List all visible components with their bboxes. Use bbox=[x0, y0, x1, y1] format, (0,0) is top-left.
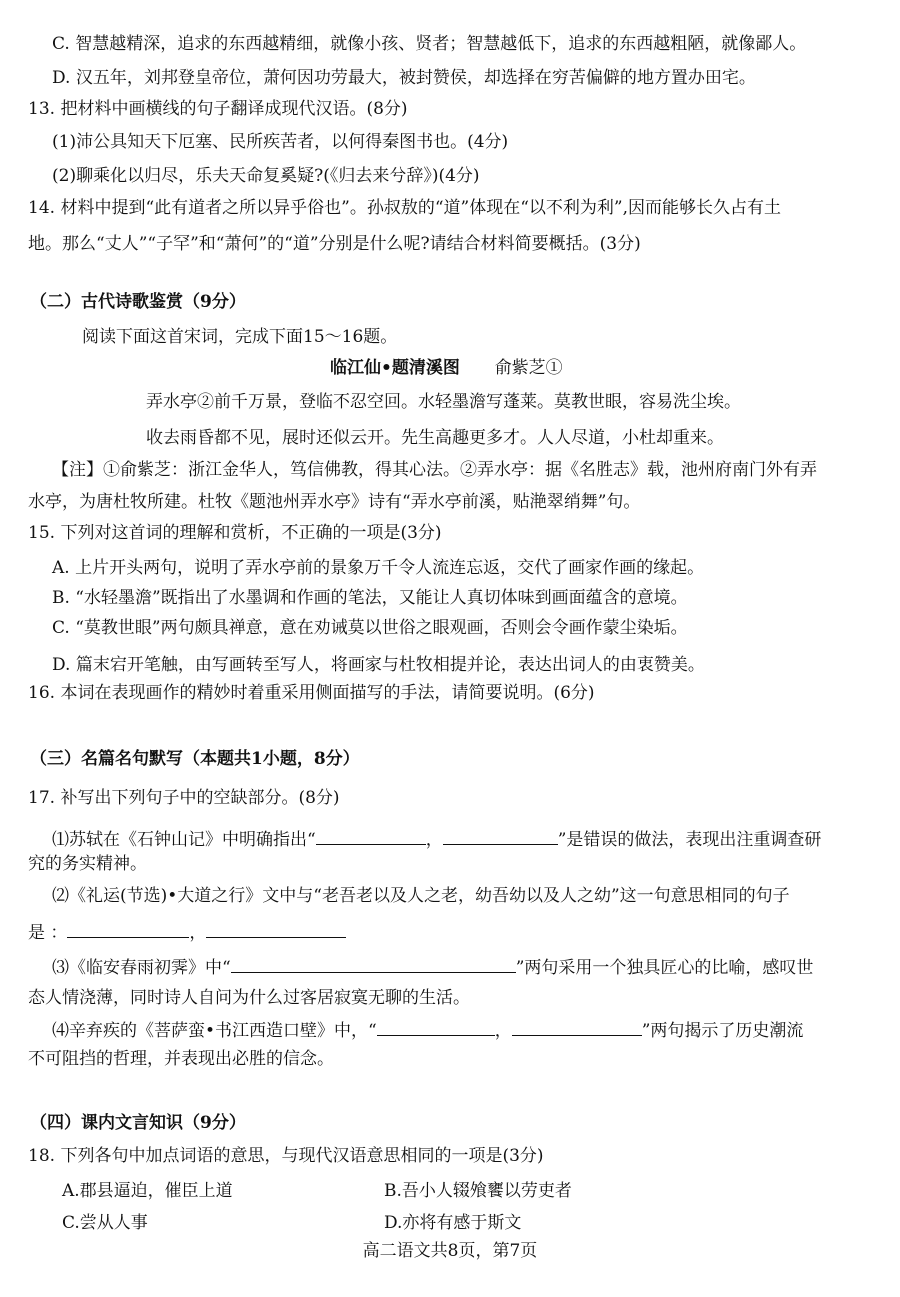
q13-sentence-1: (1)沛公具知天下厄塞、民所疾苦者，以何得秦图书也。(4分) bbox=[52, 132, 509, 152]
poem-title-line bbox=[330, 357, 563, 379]
fill-blank[interactable] bbox=[231, 956, 516, 973]
page-footer: 高二语文共8页，第7页 bbox=[362, 1241, 538, 1261]
q17-item-3-text-a: ⑶《临安春雨初霁》中“ bbox=[52, 958, 231, 978]
fill-blank[interactable] bbox=[443, 828, 558, 845]
q15-option-d: D. 篇末宕开笔触，由写画转至写人，将画家与杜牧相提并论，表达出词人的由衷赞美。 bbox=[52, 655, 705, 675]
poem-author: 俞紫芝① bbox=[494, 358, 563, 378]
q18-option-b: B.吾小人辍飧饔以劳吏者 bbox=[384, 1181, 572, 1201]
q17-stem: 17. 补写出下列句子中的空缺部分。(8分) bbox=[28, 788, 340, 808]
q17-item-3-line-1 bbox=[52, 956, 813, 979]
q17-item-1-text-a: ⑴苏轼在《石钟山记》中明确指出“ bbox=[52, 830, 316, 850]
q15-option-c: C. “莫教世眼”两句颇具禅意，意在劝诫莫以世俗之眼观画，否则会令画作蒙尘染垢。 bbox=[52, 618, 688, 638]
q18-option-a: A.郡县逼迫，催臣上道 bbox=[62, 1181, 233, 1201]
fill-blank[interactable] bbox=[377, 1019, 495, 1036]
fill-blank[interactable] bbox=[67, 921, 189, 938]
q15-option-b: B. “水轻墨澹”既指出了水墨调和作画的笔法，又能让人真切体味到画面蕴含的意境。 bbox=[52, 588, 688, 608]
q17-item-4-line-1 bbox=[52, 1019, 803, 1042]
q13-stem: 13. 把材料中画横线的句子翻译成现代汉语。(8分) bbox=[28, 99, 408, 119]
q17-item-1-line-2: 究的务实精神。 bbox=[28, 854, 147, 874]
q15-stem: 15. 下列对这首词的理解和赏析，不正确的一项是(3分) bbox=[28, 523, 442, 543]
q18-option-c: C.尝从人事 bbox=[62, 1213, 148, 1233]
q16-stem: 16. 本词在表现画作的精妙时着重采用侧面描写的手法，请简要说明。(6分) bbox=[28, 683, 595, 703]
q12-option-c: C. 智慧越精深，追求的东西越精细，就像小孩、贤者；智慧越低下，追求的东西越粗陋，就像鄙人。 bbox=[52, 34, 807, 54]
q17-item-4-text-b: ”两句揭示了历史潮流 bbox=[641, 1021, 804, 1041]
section-2-heading: （二）古代诗歌鉴赏（9分） bbox=[30, 292, 246, 312]
fill-blank[interactable] bbox=[206, 921, 346, 938]
q17-item-4-comma: ， bbox=[494, 1021, 512, 1041]
q17-item-3-line-2: 态人情浇薄，同时诗人自问为什么过客居寂寞无聊的生活。 bbox=[28, 988, 470, 1008]
q18-option-d: D.亦将有感于斯文 bbox=[384, 1213, 522, 1233]
q17-item-4-line-2: 不可阻挡的哲理，并表现出必胜的信念。 bbox=[28, 1049, 334, 1069]
q14-line-2: 地。那么“丈人”“子罕”和“萧何”的“道”分别是什么呢?请结合材料简要概括。(3分) bbox=[28, 234, 641, 254]
q17-item-3-text-b: ”两句采用一个独具匠心的比喻，感叹世 bbox=[515, 958, 814, 978]
poem-note-line-2: 水亭，为唐杜牧所建。杜牧《题池州弄水亭》诗有“弄水亭前溪，贴滟翠绡舞”句。 bbox=[28, 492, 641, 512]
fill-blank[interactable] bbox=[512, 1019, 642, 1036]
section-2-intro: 阅读下面这首宋词，完成下面15～16题。 bbox=[82, 327, 398, 347]
fill-blank[interactable] bbox=[316, 828, 426, 845]
q14-line-1: 14. 材料中提到“此有道者之所以异乎俗也”。孙叔敖的“道”体现在“以不利为利”,因而能够长久占有土 bbox=[28, 198, 781, 218]
q13-sentence-2: (2)聊乘化以归尽，乐夫天命复奚疑?(《归去来兮辞》)(4分) bbox=[52, 166, 480, 186]
q17-item-1-line-1 bbox=[52, 828, 821, 851]
section-3-heading: （三）名篇名句默写（本题共1小题，8分） bbox=[30, 749, 360, 769]
q17-item-2-line-1: ⑵《礼运(节选)•大道之行》文中与“老吾老以及人之老，幼吾幼以及人之幼”这一句意思相同的句子 bbox=[52, 886, 790, 906]
q17-item-2-comma: ， bbox=[189, 923, 207, 943]
q15-option-a: A. 上片开头两句，说明了弄水亭前的景象万千令人流连忘返，交代了画家作画的缘起。 bbox=[52, 558, 705, 578]
section-4-heading: （四）课内文言知识（9分） bbox=[30, 1113, 246, 1133]
poem-line-2: 收去雨昏都不见，展时还似云开。先生高趣更多才。人人尽道，小杜却重来。 bbox=[146, 428, 724, 448]
q18-stem: 18. 下列各句中加点词语的意思，与现代汉语意思相同的一项是(3分) bbox=[28, 1146, 544, 1166]
poem-note-line-1: 【注】①俞紫芝：浙江金华人，笃信佛教，得其心法。②弄水亭：据《名胜志》载，池州府南门外有弄 bbox=[52, 460, 817, 480]
q12-option-d: D. 汉五年，刘邦登皇帝位，萧何因功劳最大，被封赞侯，却选择在穷苦偏僻的地方置办田宅。 bbox=[52, 68, 756, 88]
q17-item-1-text-b: ”是错误的做法，表现出注重调查研 bbox=[557, 830, 822, 850]
poem-title: 临江仙•题清溪图 bbox=[330, 358, 460, 378]
poem-line-1: 弄水亭②前千万景，登临不忍空回。水轻墨澹写蓬莱。莫教世眼，容易洗尘埃。 bbox=[146, 392, 741, 412]
q17-item-4-text-a: ⑷辛弃疾的《菩萨蛮•书江西造口壁》中，“ bbox=[52, 1021, 377, 1041]
q17-item-2-line-2 bbox=[28, 921, 346, 944]
q17-item-1-comma: ， bbox=[425, 830, 443, 850]
q17-item-2-text-b: 是 ： bbox=[28, 923, 68, 943]
